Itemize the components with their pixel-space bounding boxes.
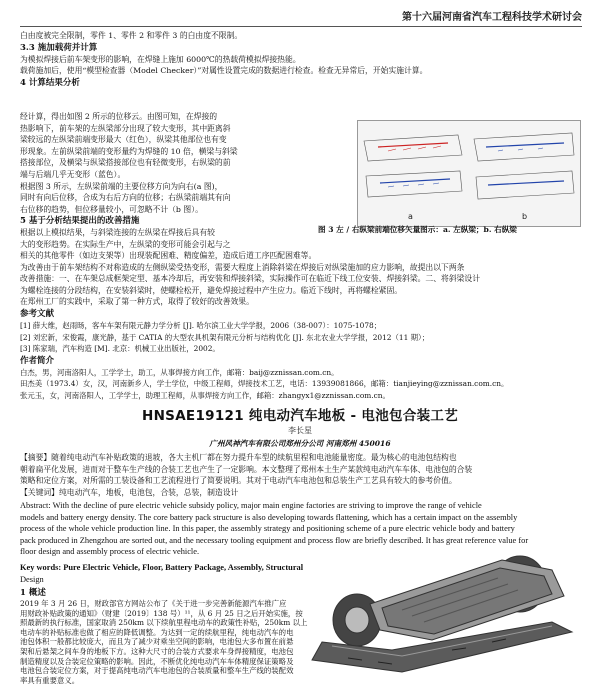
section-5-line: 改善措施：一、在车架总成框架定型、基本冷却后，再安装和焊接斜梁，实际操作可在临近下线工位安装、焊接斜梁。二、将斜梁设计 — [20, 274, 481, 284]
section-1-line: 照最新的执行标准，国家取消 250km 以下续航里程电动车的政策性补贴，250km 以上 — [20, 618, 308, 628]
section-5-line: 相关的其他零件（如边支架等）出现装配困难、精度偏差，造成后道工序匹配困难等。 — [20, 251, 317, 260]
section-5-line: 大的变形趋势。在实际生产中，左纵梁的变形可能会引起与之 — [20, 239, 231, 249]
reference-item: [3] 陈家瑞，汽车构造 [M]. 北京：机械工业出版社，2002。 — [20, 344, 220, 354]
section-1-line: 率具有重要意义。 — [20, 675, 80, 685]
section-4-heading: 4 计算结果分析 — [20, 77, 80, 88]
section-4-line: 梁较远的左纵梁前端变形最大（红色），纵梁其他部位也有变 — [20, 135, 227, 145]
author-line: 田杰美（1973.4）女，汉，河南新乡人，学士学位，中级工程师，焊接技术工艺，电话：13939081866，邮箱：tianjieying@zznissan.com.cn。 — [20, 379, 509, 389]
section-3-3-line: 载荷施加后，使用“模型检查器（Model Checker）”对属性设置完成的数据进行检查。检查无异常后，开始实施计算。 — [20, 66, 428, 76]
intro-line: 白由度被完全限制，零件 1、零件 2 和零件 3 的白由度不限制。 — [20, 31, 243, 40]
section-4-line: 热影响下，前车架的左纵梁部分出现了较大变形，其中距离斜 — [20, 123, 231, 133]
section-4-body — [20, 111, 320, 251]
section-5-line: 为改善由于前车架结构不对称造成的左侧纵梁受热变形，需要大程度上消除斜梁在焊接后对纵梁施加的应力影响，故提出以下两条 — [20, 262, 465, 272]
section-1-line: 用财政补贴政策的通知》（财建〔2019〕138 号）¹¹，从 6 月 25 日之后开始实施，按 — [20, 608, 303, 618]
section-4-line: 搭接部位，及横梁与纵梁搭接部位也有轻微变形，右纵梁的前 — [20, 158, 231, 168]
section-1-line: 2019 年 3 月 26 日，财政部官方网站公布了《关于进一步完善新能源汽车推广应 — [20, 599, 287, 608]
abstract-en-line: models and battery energy density. The core battery pack structure is also developing towards flattening, which has a certain impact on the assembly — [20, 512, 518, 522]
figure-panel-b-label: b — [522, 212, 528, 221]
header-rule — [20, 26, 582, 27]
section-4-line: 形现象。左前纵梁前端的变形量约为焊缝的 10 倍，横梁与斜梁 — [20, 146, 238, 156]
keywords-en-line: Key words: Pure Electric Vehicle, Floor, Battery Package, Assembly, Structural — [20, 563, 304, 572]
figure-panel-a-label: a — [408, 212, 413, 221]
section-4-line: 经计算，得出如图 2 所示的位移云。由图可知，在焊接的 — [20, 112, 218, 121]
reference-item: [1] 薛大维，赵雨旸，客车车架有限元静力学分析 [J]. 哈尔滨工业大学学报，2006（38-007）：1075-1078； — [20, 320, 382, 330]
article-title: HNSAE19121 纯电动汽车地板 - 电池包合装工艺 — [141, 408, 459, 424]
journal-header: 第十六届河南省汽车工程科技学术研讨会 — [402, 12, 582, 23]
section-5-line: 为螺栓连接的分段结构，在安装斜梁时，使螺栓松开，避免焊接过程中产生应力。临近下线时，再将螺栓紧固。 — [20, 285, 403, 295]
section-5-fullwidth — [20, 250, 580, 402]
section-5-heading: 5 基于分析结果提出的改善措施 — [20, 216, 140, 227]
figure-3-image — [357, 120, 581, 227]
figure-3-vector-plot — [358, 121, 580, 226]
abstract-cn — [20, 452, 580, 498]
section-1-line: 池包体积一般都比较庞大，而且为了减少对乘坐空间的影响，电池包大多布置在前悬 — [20, 637, 294, 647]
intro-block — [20, 30, 580, 89]
section-5-line: 根据以上模拟结果，与斜梁连接的左纵梁在焊接后具有较 — [20, 228, 215, 238]
section-5-line: 在郑州工厂的实践中，采取了第一种方式，取得了较好的改善效果。 — [20, 297, 254, 307]
abstract-cn-line: 朝着扁平化发展，进而对于整车生产线的合装工艺也产生了一定影响。本文整理了郑州本土生产某款纯电动汽车车体、电池包的合装 — [20, 464, 473, 474]
section-1-line: 电动车的补贴标准也做了相应的降低调整。为达到一定的续航里程，纯电动汽车的电 — [20, 627, 294, 637]
abstract-en-line: floor design and assembly process of electric vehicle. — [20, 547, 200, 557]
section-3-3-heading: 3.3 施加载荷并计算 — [20, 42, 98, 53]
article-author: 李长星 — [288, 426, 312, 435]
author-line: 张元玉，女，河南洛阳人，工学学士，助理工程师，从事焊接方向工作，邮箱：zhangyx1@zznissan.com.cn。 — [20, 390, 390, 400]
section-1-line: 制造精度以及合装定位策略的影响。因此，不断优化纯电动汽车车体精度保证策略及 — [20, 656, 294, 666]
chassis-drawing — [252, 512, 582, 678]
section-3-3-line: 为模拟焊接后前车架变形的影响，在焊缝上施加 6000℃的热载荷模拟焊接热能。 — [20, 54, 301, 64]
abstract-en-line: Abstract: With the decline of pure electric vehicle subsidy policy, major main engine factories are striving to improve the range of vehicle — [20, 501, 482, 510]
section-4-line: 根据图 3 所示，左纵梁前端的主要位移方向为向右(a 图)， — [20, 181, 223, 191]
chassis-battery-illustration — [252, 512, 582, 678]
abstract-en-line: pack produced in Zhengzhou are sorted out, and the necessary tooling equipment and process flow are briefly described. It has great reference value for — [20, 535, 529, 545]
article-affiliation: 广州风神汽车有限公司郑州分公司 河南郑州 450016 — [209, 439, 391, 448]
section-4-line: 右位移的趋势，但位移量较小，可忽略不计（b 图）。 — [20, 204, 203, 214]
section-4-line: 同时有向后位移，合成为右后方向的位移；右纵梁前端其有向 — [20, 193, 231, 203]
authors-heading: 作者简介 — [20, 355, 55, 366]
section-1-line: 架和后悬架之间车身的地板下方。这种大尺寸的合装方式要求车身焊接精度，电池包 — [20, 646, 294, 656]
section-1-heading: 1 概述 — [20, 588, 46, 598]
section-1-line: 电池包合装定位方案，对于提高纯电动汽车电池包的合装质量和整车生产线的装配效 — [20, 666, 294, 676]
author-line: 白杰，男，河南洛阳人，工学学士，助工，从事焊接方向工作，邮箱：baij@zznissan.com.cn。 — [20, 367, 339, 377]
figure-3-caption: 图 3 左 / 右纵梁前端位移矢量图示：a. 左纵梁；b. 右纵梁 — [318, 225, 517, 234]
section-4-line: 端与后端几乎无变形（蓝色）。 — [20, 169, 126, 179]
abstract-en-line: process of the whole vehicle production line. In this paper, the assembly strategy and positioning scheme of a pure electric vehicle body and battery — [20, 524, 515, 534]
references-heading: 参考文献 — [20, 308, 55, 319]
keywords-cn: 【关键词】纯电动汽车，地板，电池包，合装，总装，制造设计 — [20, 487, 239, 497]
abstract-cn-line: 【摘要】随着纯电动汽车补贴政策的退坡，各大主机厂都在努力提升车型的续航里程和电池能量密度。最为核心的电池包结构也 — [20, 453, 457, 462]
reference-item: [2] 刘宏新，宋俊霞，康光静，基于 CATIA 的大型农具机架有限元分析与结构优化 [J]. 东北农业大学学报，2012（11 期）； — [20, 332, 430, 342]
keywords-en-line: Design — [20, 574, 44, 584]
abstract-cn-line: 策略和定位方案，对所需的工装设备和工艺流程进行了简要说明。其对于电动汽车电池包和总装生产工艺具有较大的参考价值。 — [20, 476, 457, 486]
